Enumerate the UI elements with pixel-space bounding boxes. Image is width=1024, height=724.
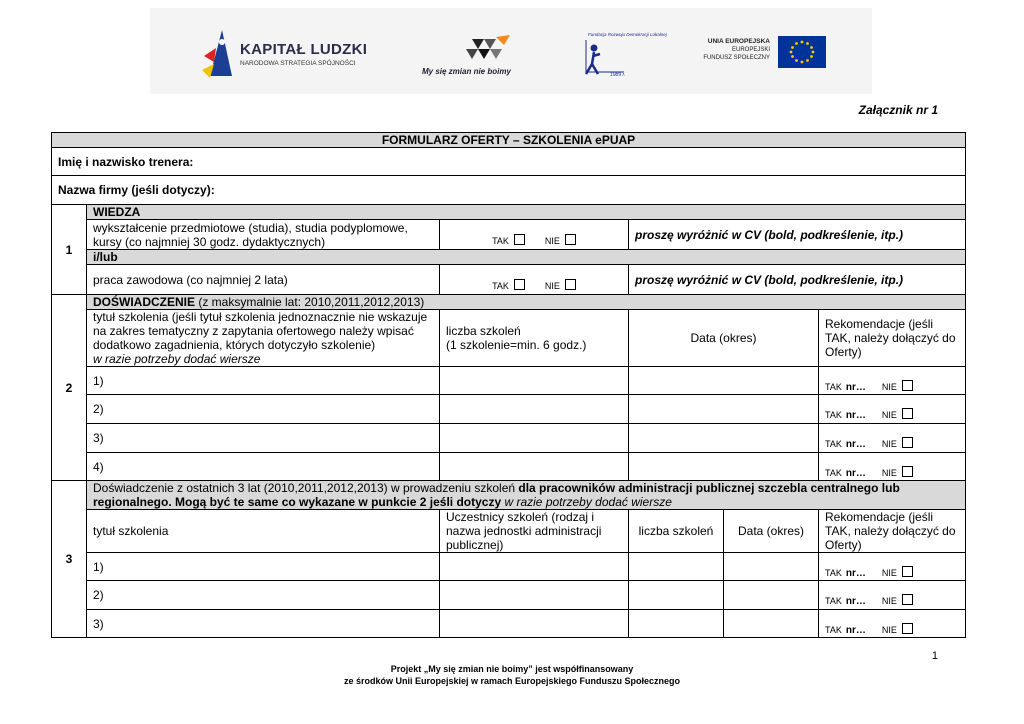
footer-line-2: ze środków Unii Europejskiej w ramach Europejskiego Funduszu Społecznego (343, 676, 681, 686)
rec-no-checkbox[interactable] (902, 594, 913, 605)
admin-header-a: Doświadczenie z ostatnich 3 lat (2010,2011,2012,2013) w prowadzeniu szkoleń (93, 481, 519, 495)
kapital-ludzki-subtitle: NARODOWA STRATEGIA SPÓJNOŚCI (240, 60, 356, 67)
triangle-mosaic-icon (422, 33, 522, 67)
s2-col-title-text: tytuł szkolenia (jeśli tytuł szkolenia jednoznacznie nie wskazuje na zakres tematyczny z zapytania ofertowego należy wpisać dodatkowo zagadnienia, których dotyczyło szkolenie) (93, 310, 428, 352)
no-checkbox[interactable] (565, 279, 576, 290)
rec-no-label: NIE (881, 596, 897, 606)
rec-yes-label: TAK (825, 439, 842, 449)
offer-form-table (51, 132, 966, 638)
rec-no-checkbox[interactable] (902, 566, 913, 577)
admin-header-b: dla pracowników administracji publicznej szczebla centralnego lub regionalnego. Mogą być te same co wykazane w punkcie 2 jeśli dotyczy (93, 481, 900, 509)
rec-no-label: NIE (881, 439, 897, 449)
experience-header (87, 295, 966, 310)
msz-slogan: My się zmian nie boimy (422, 67, 511, 76)
s2-col-date: Data (okres) (629, 310, 819, 367)
s2-row-3-date[interactable] (629, 424, 819, 453)
footer (0, 663, 1024, 687)
education-label: wykształcenie przedmiotowe (studia), studia podyplomowe, kursy (co najmniej 30 godz. dydaktycznych) (87, 220, 440, 250)
logo-banner (150, 8, 872, 94)
rec-no-label: NIE (881, 624, 897, 635)
experience-header-rest: (z maksymalnie lat: 2010,2011,2012,2013) (195, 295, 425, 309)
trainer-name-field[interactable]: Imię i nazwisko trenera: (52, 148, 966, 176)
s3-row-3-rec (819, 610, 966, 638)
s2-row-4-date[interactable] (629, 453, 819, 481)
s2-row-1-title[interactable]: 1) (87, 367, 440, 395)
s2-row-4-count[interactable] (440, 453, 629, 481)
s2-row-3-count[interactable] (440, 424, 629, 453)
rec-yes-label: TAK (825, 596, 842, 606)
rec-nr-label: nr… (845, 410, 866, 421)
s3-row-2-count[interactable] (629, 581, 724, 610)
s2-row-2-rec (819, 395, 966, 424)
s3-row-3-participants[interactable] (440, 610, 629, 638)
education-note: proszę wyróżnić w CV (bold, podkreślenie, itp.) (629, 220, 966, 250)
section-3-number: 3 (52, 481, 87, 638)
s2-col-title (87, 310, 440, 367)
footer-line-1: Projekt „My się zmian nie boimy” jest współfinansowany (390, 664, 634, 674)
yes-label: TAK (492, 281, 509, 291)
rec-no-checkbox[interactable] (902, 437, 913, 448)
s2-col-title-note: w razie potrzeby dodać wiersze (93, 352, 261, 366)
or-header: i/lub (87, 250, 966, 265)
kapital-ludzki-icon (202, 26, 236, 81)
s2-row-2-title[interactable]: 2) (87, 395, 440, 424)
form-title: FORMULARZ OFERTY – SZKOLENIA ePUAP (52, 133, 966, 148)
s3-row-3-title[interactable]: 3) (87, 610, 440, 638)
s3-col-count: liczba szkoleń (629, 510, 724, 553)
s3-row-1-participants[interactable] (440, 553, 629, 581)
s2-col-recommendation: Rekomendacje (jeśli TAK, należy dołączyć do Oferty) (819, 310, 966, 367)
rec-no-label: NIE (881, 467, 897, 478)
no-label: NIE (544, 281, 560, 291)
page-number: 1 (931, 650, 938, 662)
experience-header-bold: DOŚWIADCZENIE (93, 295, 195, 309)
eu-logo (698, 36, 828, 72)
rec-yes-label: TAK (825, 567, 842, 578)
s3-row-1-count[interactable] (629, 553, 724, 581)
work-label: praca zawodowa (co najmniej 2 lata) (87, 265, 440, 295)
frdl-logo (580, 30, 667, 85)
admin-experience-header (87, 481, 966, 510)
s2-row-2-date[interactable] (629, 395, 819, 424)
rec-no-label: NIE (881, 410, 897, 420)
company-name-field[interactable]: Nazwa firmy (jeśli dotyczy): (52, 176, 966, 205)
s3-row-2-participants[interactable] (440, 581, 629, 610)
rec-yes-label: TAK (825, 624, 842, 635)
frdl-year: 1989 r. (610, 72, 626, 78)
s3-row-1-rec (819, 553, 966, 581)
s3-col-participants: Uczestnicy szkoleń (rodzaj i nazwa jednostki administracji publicznej) (440, 510, 629, 553)
yes-label: TAK (492, 236, 509, 246)
s2-row-2-count[interactable] (440, 395, 629, 424)
rec-yes-label: TAK (825, 467, 842, 478)
rec-no-label: NIE (881, 567, 897, 578)
s2-row-1-date[interactable] (629, 367, 819, 395)
rec-nr-label: nr… (845, 567, 866, 579)
yes-checkbox[interactable] (514, 234, 525, 245)
knowledge-header: WIEDZA (87, 205, 966, 220)
no-label: NIE (544, 236, 560, 246)
msz-logo (422, 33, 522, 83)
eu-line-2: EUROPEJSKI (731, 47, 770, 53)
s3-row-3-date[interactable] (724, 610, 819, 638)
s2-row-4-rec (819, 453, 966, 481)
rec-no-checkbox[interactable] (902, 380, 913, 391)
rec-nr-label: nr… (845, 596, 866, 607)
s3-row-2-title[interactable]: 2) (87, 581, 440, 610)
s3-col-date: Data (okres) (724, 510, 819, 553)
rec-no-checkbox[interactable] (902, 408, 913, 419)
s2-col-count (440, 310, 629, 367)
no-checkbox[interactable] (565, 234, 576, 245)
eu-line-1: UNIA EUROPEJSKA (707, 38, 770, 45)
attachment-label: Załącznik nr 1 (858, 103, 938, 117)
kapital-ludzki-logo (202, 26, 368, 81)
s2-row-3-rec (819, 424, 966, 453)
rec-yes-label: TAK (825, 410, 842, 420)
rec-nr-label: nr… (845, 624, 866, 636)
education-yes-no (440, 220, 629, 250)
figure-icon (580, 38, 650, 88)
rec-nr-label: nr… (845, 381, 866, 393)
s2-row-3-title[interactable]: 3) (87, 424, 440, 453)
rec-no-label: NIE (881, 381, 897, 392)
admin-header-c: w razie potrzeby dodać wiersze (501, 495, 672, 509)
section-1-number: 1 (52, 205, 87, 295)
s3-row-2-rec (819, 581, 966, 610)
s3-row-1-date[interactable] (724, 553, 819, 581)
rec-no-checkbox[interactable] (902, 623, 913, 634)
s3-col-title: tytuł szkolenia (87, 510, 440, 553)
s3-row-2-date[interactable] (724, 581, 819, 610)
eu-line-3: FUNDUSZ SPOŁECZNY (703, 55, 770, 61)
work-note: proszę wyróżnić w CV (bold, podkreślenie, itp.) (629, 265, 966, 295)
s2-row-1-count[interactable] (440, 367, 629, 395)
kapital-ludzki-title: KAPITAŁ LUDZKI (240, 41, 368, 58)
rec-yes-label: TAK (825, 381, 842, 392)
s2-col-count-a: liczba szkoleń (446, 324, 521, 338)
work-yes-no (440, 265, 629, 295)
rec-nr-label: nr… (845, 439, 866, 450)
s2-row-4-title[interactable]: 4) (87, 453, 440, 481)
yes-checkbox[interactable] (514, 279, 525, 290)
frdl-name: Fundacja Rozwoju Demokracji Lokalnej (588, 32, 667, 37)
section-2-number: 2 (52, 295, 87, 481)
rec-nr-label: nr… (845, 467, 866, 479)
s3-row-1-title[interactable]: 1) (87, 553, 440, 581)
s2-col-count-b: (1 szkolenie=min. 6 godz.) (446, 338, 587, 352)
rec-no-checkbox[interactable] (902, 466, 913, 477)
s3-col-recommendation: Rekomendacje (jeśli TAK, należy dołączyć do Oferty) (819, 510, 966, 553)
s3-row-3-count[interactable] (629, 610, 724, 638)
eu-flag-icon (778, 36, 826, 68)
s2-row-1-rec (819, 367, 966, 395)
